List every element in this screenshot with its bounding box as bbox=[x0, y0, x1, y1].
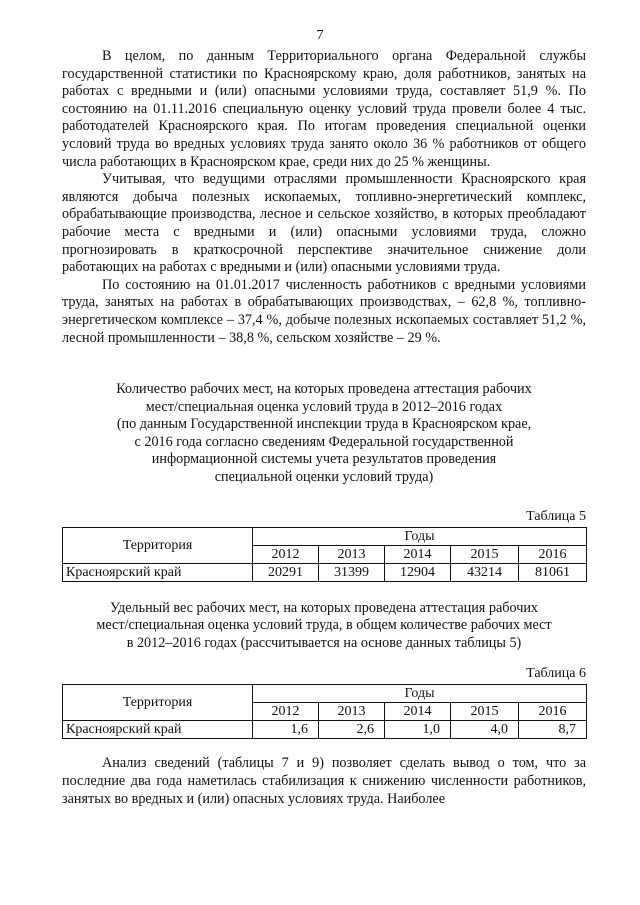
table6-value: 1,6 bbox=[253, 721, 319, 739]
table6-caption-line: мест/специальная оценка условий труда, в общем количестве рабочих мест bbox=[96, 617, 552, 634]
table6-header-row bbox=[63, 685, 587, 703]
table5-years-header: Годы bbox=[253, 527, 587, 545]
table6-year: 2014 bbox=[385, 703, 451, 721]
table-row bbox=[63, 563, 587, 581]
table6-caption bbox=[62, 600, 586, 653]
table5-caption-line: (по данным Государственной инспекции труда в Красноярском крае, bbox=[116, 416, 532, 433]
table5-value: 20291 bbox=[253, 563, 319, 581]
table5-value: 81061 bbox=[519, 563, 587, 581]
table6-value: 4,0 bbox=[451, 721, 519, 739]
table5-caption-line: Количество рабочих мест, на которых проведена аттестация рабочих bbox=[116, 381, 532, 398]
paragraph-analysis: Анализ сведений (таблицы 7 и 9) позволяет сделать вывод о том, что за последние два года наметилась стабилизация к снижению численности работников, занятых во вредных и (или) опасных условиях труда. Наиболее bbox=[62, 755, 586, 807]
table6-region: Красноярский край bbox=[63, 721, 253, 739]
table6-caption-line: в 2012–2016 годах (рассчитывается на основе данных таблицы 5) bbox=[126, 634, 522, 651]
table6-years-header: Годы bbox=[253, 685, 587, 703]
table-row bbox=[63, 721, 587, 739]
table5-year: 2013 bbox=[319, 545, 385, 563]
table5-year: 2012 bbox=[253, 545, 319, 563]
table6-value: 8,7 bbox=[519, 721, 587, 739]
table6-label: Таблица 6 bbox=[526, 666, 586, 682]
table5-region: Красноярский край bbox=[63, 563, 253, 581]
table5-caption-line: с 2016 года согласно сведениям Федеральной государственной bbox=[134, 433, 514, 450]
table5-territory-header: Территория bbox=[63, 527, 253, 563]
table5-header-row bbox=[63, 527, 587, 545]
table6-caption-line: Удельный вес рабочих мест, на которых проведена аттестация рабочих bbox=[109, 599, 539, 616]
paragraph-leading-industries: Учитывая, что ведущими отраслями промышленности Красноярского края являются добыча полезных ископаемых, топливно-энергетический комплекс, обрабатывающие производства, лесное и сельское хозяйство, в которых преобладают рабочие места с вредными и (или) опасными условиями труда, сложно прогнозировать в краткосрочной перспективе значительное снижение доли работающих на работах с вредными и (или) опасными условиями труда. bbox=[62, 171, 586, 276]
paragraph-industry-shares: По состоянию на 01.01.2017 численность работников с вредными условиями труда, занятых на работах в обрабатывающих производствах, – 62,8 %, топливно-энергетическом комплексе – 37,4 %, добыче полезных ископаемых составляет 51,2 %, лесной промышленности – 38,8 %, сельском хозяйстве – 29 %. bbox=[62, 276, 586, 346]
table6-territory-header: Территория bbox=[63, 685, 253, 721]
table6-year: 2015 bbox=[451, 703, 519, 721]
table5-caption-line: информационной системы учета результатов проведения bbox=[151, 451, 497, 468]
page-number: 7 bbox=[316, 28, 324, 43]
table6-year: 2016 bbox=[519, 703, 587, 721]
table6-value: 1,0 bbox=[385, 721, 451, 739]
table6-year: 2012 bbox=[253, 703, 319, 721]
table5-value: 31399 bbox=[319, 563, 385, 581]
table6-value: 2,6 bbox=[319, 721, 385, 739]
table5-caption bbox=[62, 381, 586, 487]
table6 bbox=[62, 684, 587, 739]
table5-caption-line: специальной оценки условий труда) bbox=[214, 469, 434, 486]
table5-label: Таблица 5 bbox=[526, 508, 586, 524]
table5-year: 2015 bbox=[451, 545, 519, 563]
table5-value: 43214 bbox=[451, 563, 519, 581]
table6-year: 2013 bbox=[319, 703, 385, 721]
table5-value: 12904 bbox=[385, 563, 451, 581]
table5-caption-line: мест/специальная оценка условий труда в 2012–2016 годах bbox=[145, 398, 503, 415]
paragraph-share-harmful-work: В целом, по данным Территориального органа Федеральной службы государственной статистики по Красноярскому краю, доля работников, занятых на работах с вредными и (или) опасными условиями труда, составляет 51,9 %. По состоянию на 01.11.2016 специальную оценку условий труда провели более 4 тыс. работодателей Красноярского края. По итогам проведения специальной оценки условий труда во вредных условиях труда занято около 36 % работников от общего числа работающих в Красноярском крае, среди них до 25 % женщины. bbox=[62, 48, 586, 170]
table5-year: 2016 bbox=[519, 545, 587, 563]
table5 bbox=[62, 527, 587, 582]
table5-year: 2014 bbox=[385, 545, 451, 563]
document-body bbox=[62, 48, 586, 808]
